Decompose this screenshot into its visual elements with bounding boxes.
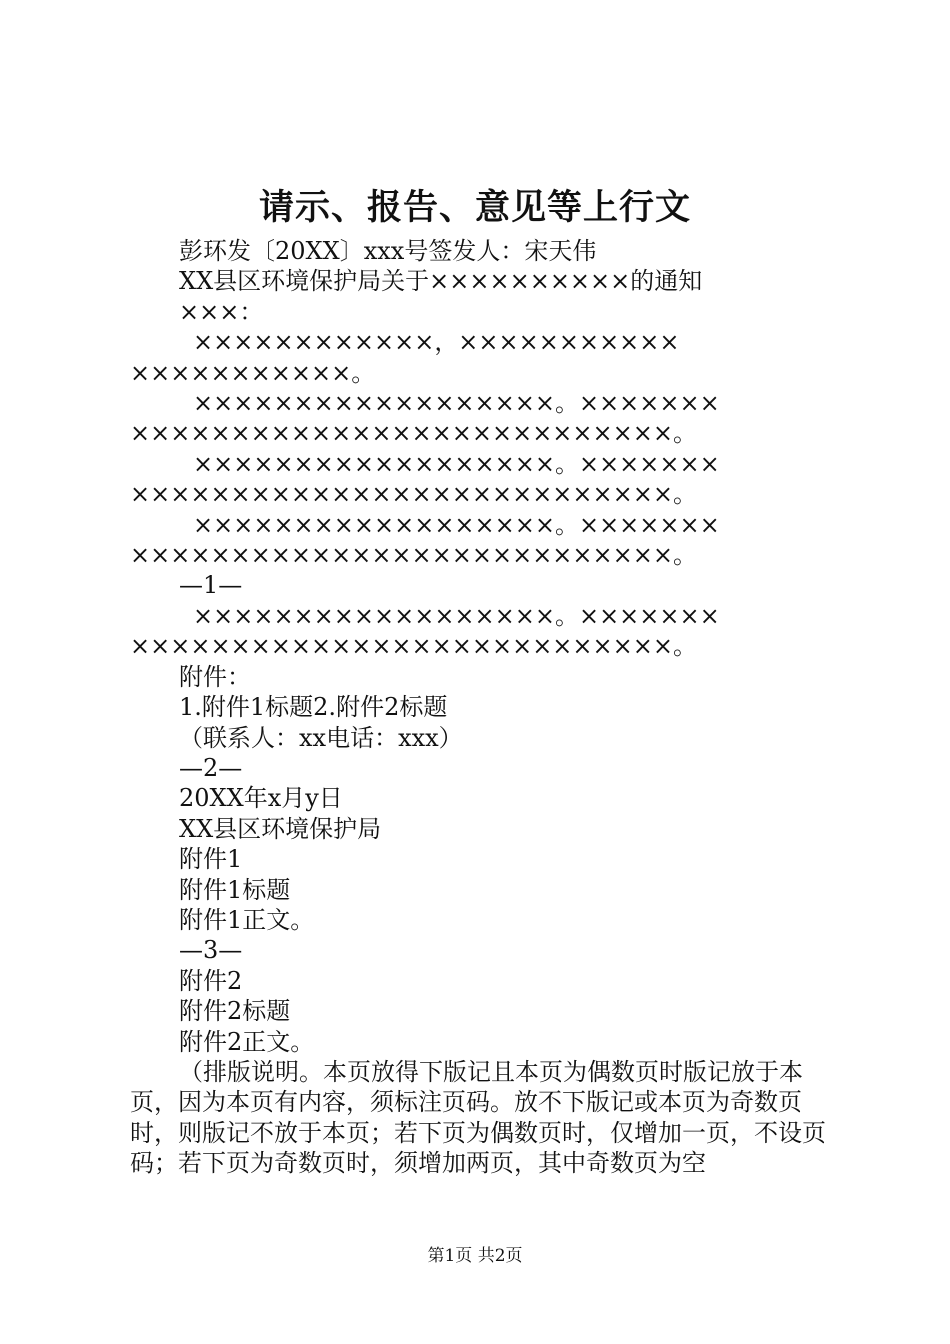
document-line: ××××××××××××××××××。×××××××	[193, 389, 720, 418]
document-line: 1.附件1标题2.附件2标题	[179, 693, 448, 722]
document-line: 附件：	[179, 662, 251, 691]
document-line: 附件1正文。	[179, 905, 315, 934]
document-line: XX县区环境保护局关于××××××××××的通知	[179, 267, 703, 296]
document-line: 附件1标题	[179, 875, 291, 904]
document-line: 附件2正文。	[179, 1027, 315, 1056]
document-line: ×××××××××××××××××××××××××××。	[130, 541, 697, 570]
page-footer: 第1页 共2页	[427, 1246, 523, 1266]
document-line: 附件2	[179, 966, 243, 995]
document-line: ×××××××××××××××××××××××××××。	[130, 632, 697, 661]
document-title: 请示、报告、意见等上行文	[258, 187, 691, 228]
document-line: ××××××××××××××××××。×××××××	[193, 449, 720, 478]
document-line: ××××××××××××××××××。×××××××	[193, 510, 720, 539]
document-line: ×××××××××××。	[130, 358, 376, 387]
document-line: 附件1	[179, 845, 243, 874]
document-line: ××××××××××××××××××。×××××××	[193, 601, 720, 630]
document-line: 附件2标题	[179, 997, 291, 1026]
document-line: ×××：	[179, 297, 264, 326]
document-line: 彭环发〔20XX〕xxx号签发人：宋天伟	[179, 237, 597, 265]
layout-note-paragraph: （排版说明。本页放得下版记且本页为偶数页时版记放于本页，因为本页有内容，须标注页码。放不下版记或本页为奇数页时，则版记不放于本页；若下页为偶数页时，仅增加一页，不设页码；若下页为奇数页时，须增加两页，其中奇数页为空	[130, 1057, 826, 1178]
document-line: XX县区环境保护局	[179, 814, 382, 843]
document-line: ×××××××××××××××××××××××××××。	[130, 419, 697, 448]
document-line: —1—	[179, 571, 243, 600]
document-body	[130, 236, 835, 1179]
document-line: —2—	[179, 753, 243, 782]
document-line: ×××××××××××××××××××××××××××。	[130, 480, 697, 509]
document-line: ××××××××××××，×××××××××××	[193, 328, 680, 357]
document-line: —3—	[179, 936, 243, 965]
document-line: （联系人：xx电话：xxx）	[179, 723, 463, 752]
document-lines	[130, 236, 835, 1057]
document-line: 20XX年x月y日	[179, 784, 343, 813]
